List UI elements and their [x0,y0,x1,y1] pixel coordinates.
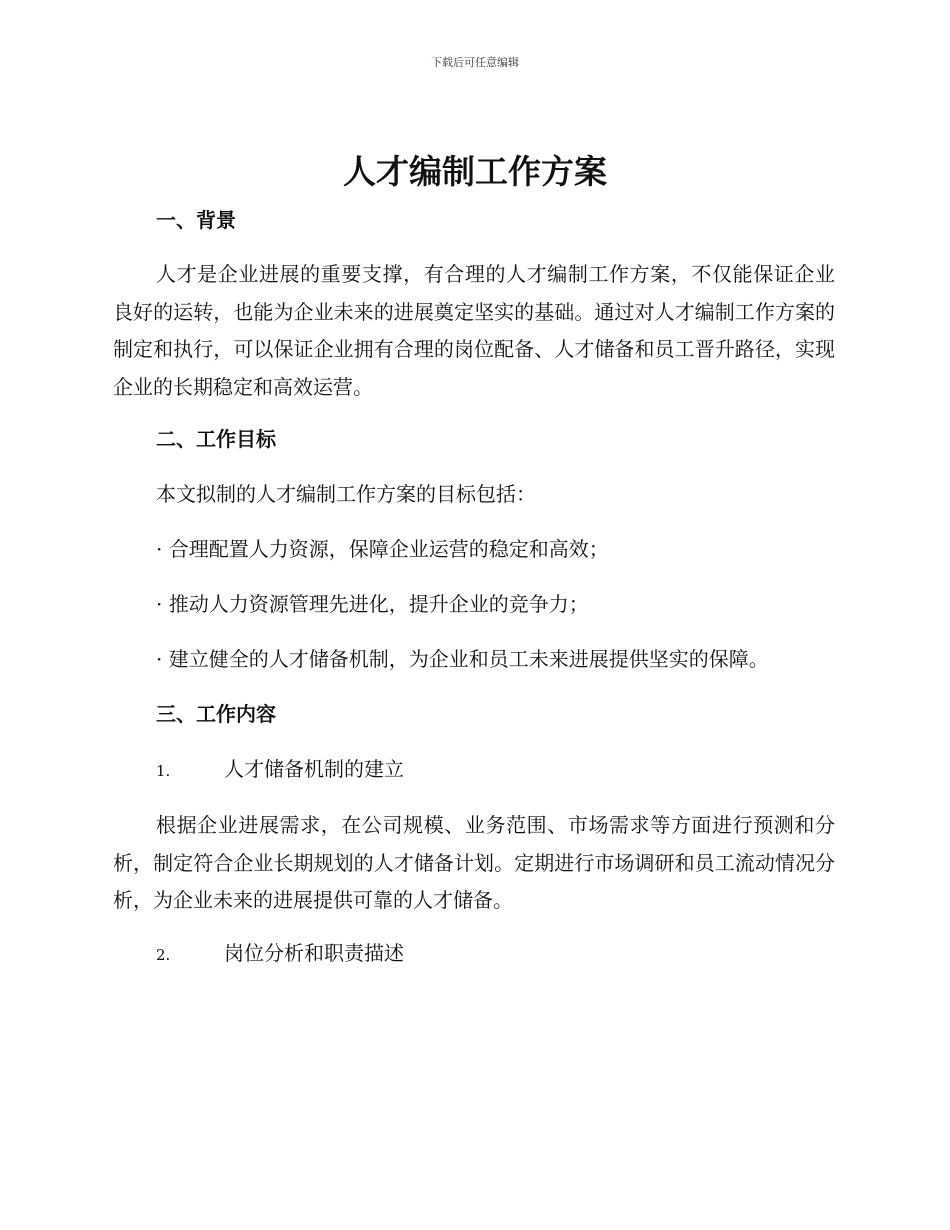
item-title: 岗位分析和职责描述 [224,940,404,965]
goals-intro: 本文拟制的人才编制工作方案的目标包括： [156,482,536,506]
goal-bullet-3: · 建立健全的人才储备机制，为企业和员工未来进展提供坚实的保障。 [156,647,769,671]
header-note: 下载后可任意编辑 [431,56,519,69]
item-title: 人才储备机制的建立 [224,757,404,781]
section-heading-content: 三、工作内容 [156,702,276,726]
content-item-2-title [113,937,835,971]
document-body [113,204,835,971]
goal-bullet-2: · 推动人力资源管理先进化，提升企业的竞争力； [156,592,589,616]
section-heading-goals: 二、工作目标 [156,427,276,451]
goal-bullet-1: · 合理配置人力资源，保障企业运营的稳定和高效； [156,537,609,561]
document-title: 人才编制工作方案 [343,152,607,191]
item-number: 2. [156,945,171,964]
content-item-1-title [113,753,835,787]
section-heading-background: 一、背景 [156,208,236,232]
background-paragraph: 人才是企业进展的重要支撑，有合理的人才编制工作方案，不仅能保证企业良好的运转，也能为企业未来的进展奠定坚实的基础。通过对人才编制工作方案的制定和执行，可以保证企业拥有合理的岗位配备、人才储备和员工晋升路径，实现企业的长期稳定和高效运营。 [113,262,835,399]
item-number: 1. [156,762,171,780]
content-item-1-paragraph: 根据企业进展需求，在公司规模、业务范围、市场需求等方面进行预测和分析，制定符合企业长期规划的人才储备计划。定期进行市场调研和员工流动情况分析，为企业未来的进展提供可靠的人才储备。 [113,813,835,912]
